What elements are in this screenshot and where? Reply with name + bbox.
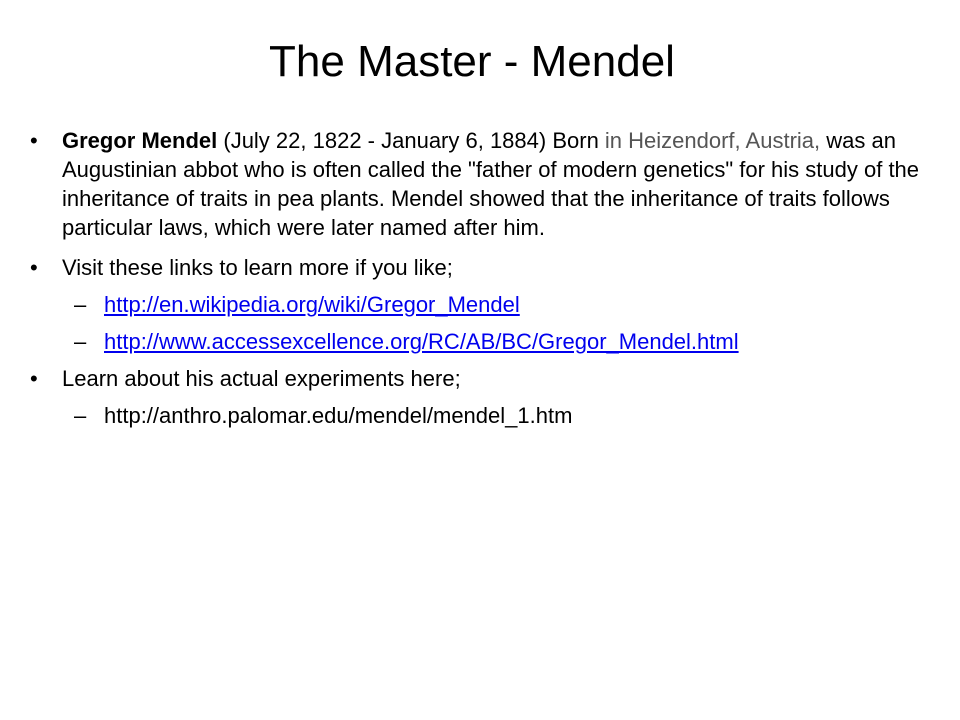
bullet-item-experiments	[30, 364, 950, 393]
bio-description: was an Augustinian abbot who is often called the "father of modern genetics" for his study of the inheritance of traits in pea plants. Mendel showed that the inheritance of traits follows particular laws, which were later named after him.	[62, 128, 920, 240]
bullet-item-visit-links	[30, 253, 950, 282]
bullet-marker: •	[30, 255, 38, 280]
bullet-marker: •	[30, 366, 38, 391]
dash-marker: –	[74, 403, 87, 428]
slide-title: The Master - Mendel	[269, 37, 675, 86]
dash-marker: –	[74, 329, 87, 354]
bio-birthplace: in Heizendorf, Austria,	[604, 128, 821, 153]
sub-item-palomar	[30, 401, 950, 430]
bullet-text: Learn about his actual experiments here;	[62, 366, 461, 391]
bullet-marker: •	[30, 128, 38, 153]
bullet-list	[30, 126, 950, 430]
palomar-url-text: http://anthro.palomar.edu/mendel/mendel_1.htm	[104, 403, 573, 428]
sub-item-wikipedia	[30, 290, 950, 319]
dash-marker: –	[74, 292, 87, 317]
bio-name: Gregor Mendel	[62, 128, 218, 153]
sub-item-accessexcellence	[30, 327, 950, 356]
bullet-item-mendel-bio	[30, 126, 950, 242]
bio-dates: (July 22, 1822 - January 6, 1884) Born	[217, 128, 605, 153]
accessexcellence-link[interactable]: http://www.accessexcellence.org/RC/AB/BC/Gregor_Mendel.html	[104, 329, 739, 354]
bullet-text: Visit these links to learn more if you like;	[62, 255, 453, 280]
wikipedia-link[interactable]: http://en.wikipedia.org/wiki/Gregor_Mendel	[104, 292, 520, 317]
